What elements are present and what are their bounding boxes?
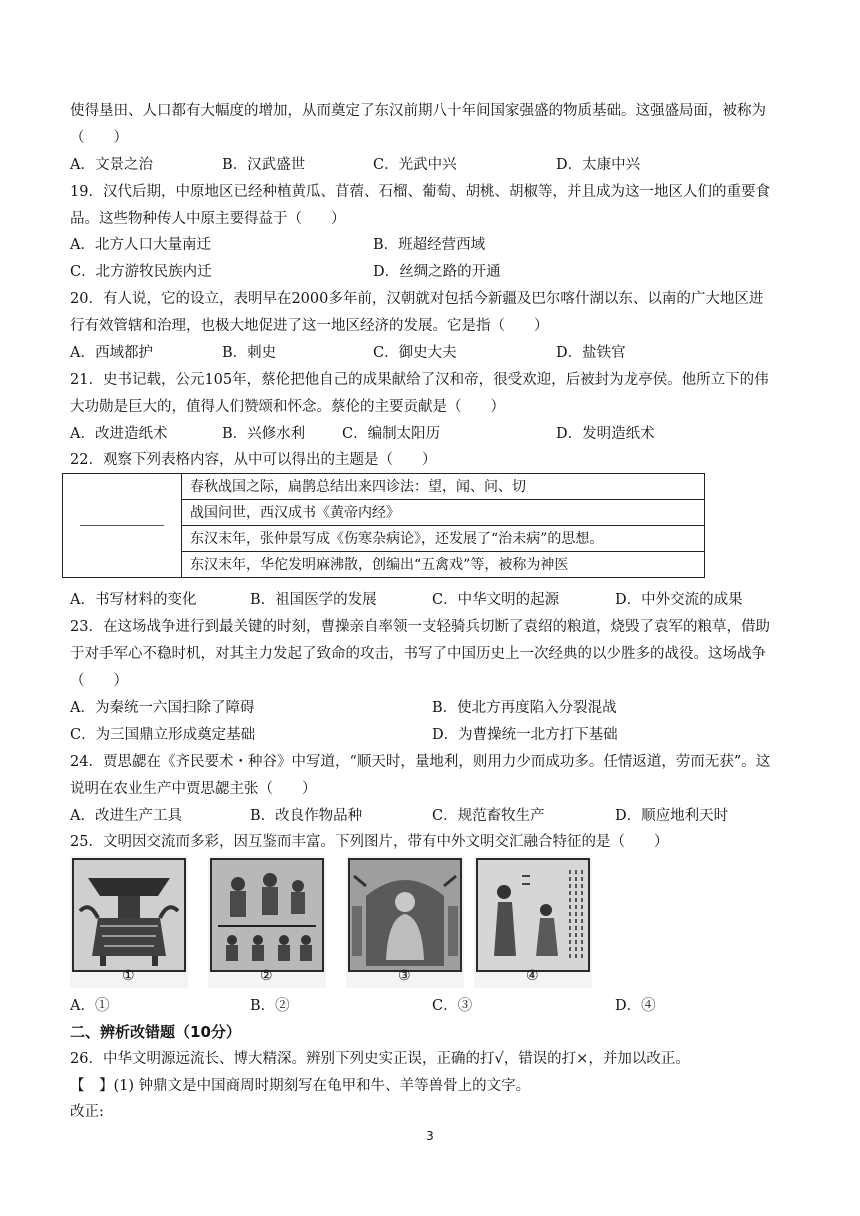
q25-option-b: B．② — [250, 998, 290, 1014]
q22-option-a: A．书写材料的变化 — [70, 592, 197, 608]
q25-image-row — [70, 856, 600, 988]
q20-option-d: D．盐铁官 — [556, 345, 626, 361]
q21-option-d: D．发明造纸术 — [556, 426, 655, 442]
q20-option-c: C．御史大夫 — [373, 345, 457, 361]
q23-stem-line2: 于对手军心不稳时机，对其主力发起了致命的攻击，书写了中国历史上一次经典的以少胜多的战役。这场战争 — [70, 646, 766, 662]
q25-option-d: D．④ — [615, 998, 656, 1014]
q22-option-b: B．祖国医学的发展 — [250, 592, 377, 608]
q21-option-c: C．编制太阳历 — [342, 426, 441, 442]
q21-option-a: A．改进造纸术 — [70, 426, 168, 442]
q20-stem-line2: 行有效管辖和治理，也极大地促进了这一地区经济的发展。它是指（ ） — [70, 318, 549, 334]
q19-option-a: A．北方人口大量南迁 — [70, 237, 211, 253]
q24-option-c: C．规范畜牧生产 — [432, 808, 545, 824]
table-cell: 春秋战国之际，扁鹊总结出来四诊法：望，闻、问、切 — [182, 474, 705, 500]
q19-stem-line2: 品。这些物种传人中原主要得益于（ ） — [70, 211, 346, 227]
relief-figures-image — [208, 856, 326, 988]
image-label-3: ③ — [398, 968, 411, 984]
q22-option-d: D．中外交流的成果 — [615, 592, 743, 608]
table-cell: 战国问世，西汉成书《黄帝内经》 — [182, 500, 705, 526]
q20-option-a: A．西域都护 — [70, 345, 153, 361]
section-heading: 二、辨析改错题（10分） — [70, 1023, 241, 1041]
q24-stem-line2: 说明在农业生产中贾思勰主张（ ） — [70, 781, 317, 797]
q20-stem-line1: 20．有人说，它的设立，表明早在2000多年前，汉朝就对包括今新疆及巴尔喀什湖以东、以南的广大地区进 — [70, 291, 764, 307]
q21-stem-line2: 大功勋是巨大的，值得人们赞颂和怀念。蔡伦的主要贡献是（ ） — [70, 399, 505, 415]
bronze-vessel-image — [70, 856, 188, 988]
q20-option-b: B．刺史 — [222, 345, 277, 361]
table-cell: 东汉末年，华佗发明麻沸散，创编出“五禽戏”等，被称为神医 — [182, 552, 705, 578]
painting-image — [474, 856, 592, 988]
q18-option-a: A．文景之治 — [70, 157, 153, 173]
q23-option-b: B．使北方再度陷入分裂混战 — [432, 700, 617, 716]
table-row — [63, 474, 705, 500]
q23-option-a: A．为秦统一六国扫除了障碍 — [70, 700, 255, 716]
q26-item-1: 【 】(1) 钟鼎文是中国商周时期刻写在龟甲和牛、羊等兽骨上的文字。 — [70, 1078, 531, 1094]
answer-blank-line — [80, 525, 164, 526]
q18-option-d: D．太康中兴 — [556, 157, 641, 173]
q25-option-a: A．① — [70, 998, 110, 1014]
q18-option-b: B．汉武盛世 — [222, 157, 306, 173]
q24-option-a: A．改进生产工具 — [70, 808, 182, 824]
q22-option-c: C．中华文明的起源 — [432, 592, 560, 608]
grotto-buddha-image — [346, 856, 464, 988]
q25-option-c: C．③ — [432, 998, 473, 1014]
q18-option-c: C．光武中兴 — [373, 157, 457, 173]
q23-stem-line3: （ ） — [70, 673, 128, 689]
page-number: 3 — [426, 1129, 434, 1143]
q25-stem: 25．文明因交流而多彩，因互鉴而丰富。下列图片，带有中外文明交汇融合特征的是（ ） — [70, 834, 669, 850]
q19-option-c: C．北方游牧民族内迁 — [70, 264, 212, 280]
q21-stem-line1: 21．史书记载，公元105年，蔡伦把他自己的成果献给了汉和帝，很受欢迎，后被封为龙亭侯。他所立下的伟 — [70, 372, 769, 388]
q26-stem: 26．中华文明源远流长、博大精深。辨别下列史实正误，正确的打√，错误的打×，并加以改正。 — [70, 1051, 690, 1067]
q23-option-d: D．为曹操统一北方打下基础 — [432, 727, 618, 743]
q26-correction-label: 改正: — [70, 1104, 104, 1120]
q22-table — [62, 473, 705, 578]
image-label-2: ② — [260, 968, 273, 984]
q18-stem-line1: 使得垦田、人口都有大幅度的增加，从而奠定了东汉前期八十年间国家强盛的物质基础。这强盛局面，被称为 — [70, 103, 766, 119]
q24-option-d: D．顺应地利天时 — [615, 808, 729, 824]
q19-option-b: B．班超经营西域 — [373, 237, 486, 253]
q23-stem-line1: 23．在这场战争进行到最关键的时刻，曹操亲自率领一支轻骑兵切断了袁绍的粮道，烧毁了袁军的粮草，借助 — [70, 619, 770, 635]
image-label-1: ① — [122, 968, 135, 984]
image-label-4: ④ — [526, 968, 539, 984]
table-blank-cell — [63, 474, 182, 578]
q21-option-b: B．兴修水利 — [222, 426, 306, 442]
q19-option-d: D．丝绸之路的开通 — [373, 264, 501, 280]
q24-stem-line1: 24．贾思勰在《齐民要术・种谷》中写道，“顺天时，量地利，则用力少而成功多。任情返道，劳而无获”。这 — [70, 754, 771, 770]
q23-option-c: C．为三国鼎立形成奠定基础 — [70, 727, 256, 743]
q18-stem-line2: （ ） — [70, 130, 128, 146]
q24-option-b: B．改良作物品种 — [250, 808, 363, 824]
table-cell: 东汉末年，张仲景写成《伤寒杂病论》，还发展了“治未病”的思想。 — [182, 526, 705, 552]
q19-stem-line1: 19．汉代后期，中原地区已经种植黄瓜、苜蓿、石榴、葡萄、胡桃、胡椒等，并且成为这一地区人们的重要食 — [70, 184, 770, 200]
q22-stem: 22．观察下列表格内容，从中可以得出的主题是（ ） — [70, 452, 437, 468]
